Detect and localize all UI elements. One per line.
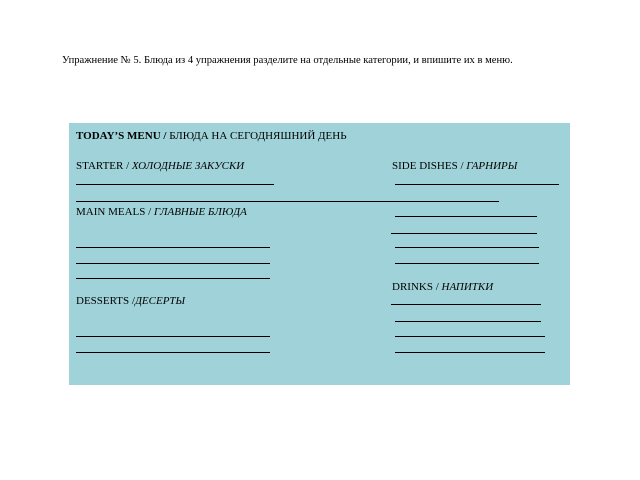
exercise-instruction: Упражнение № 5. Блюда из 4 упражнения разделите на отдельные категории, и впишите их в меню. bbox=[62, 55, 513, 66]
starter-blank-line[interactable] bbox=[76, 184, 274, 185]
side-dish-blank-line[interactable] bbox=[395, 247, 539, 248]
drink-blank-line[interactable] bbox=[395, 321, 541, 322]
menu-title-en: TODAY’S MENU / bbox=[76, 130, 170, 142]
menu-box bbox=[69, 123, 570, 385]
main-meal-blank-line[interactable] bbox=[76, 263, 270, 264]
side-dish-blank-line[interactable] bbox=[391, 233, 537, 234]
side-dishes-label-en: SIDE DISHES / bbox=[392, 160, 467, 172]
side-dish-blank-line[interactable] bbox=[395, 216, 537, 217]
menu-title-ru: БЛЮДА НА СЕГОДНЯШНИЙ ДЕНЬ bbox=[169, 130, 347, 142]
starter-long-blank-line[interactable] bbox=[76, 201, 499, 202]
main-meals-label-ru: ГЛАВНЫЕ БЛЮДА bbox=[153, 206, 247, 218]
main-meals-label-en: MAIN MEALS / bbox=[76, 206, 154, 218]
drink-blank-line[interactable] bbox=[391, 304, 541, 305]
side-dishes-label-ru: ГАРНИРЫ bbox=[466, 160, 518, 172]
drinks-label-en: DRINKS / bbox=[392, 281, 442, 293]
starter-label-ru: ХОЛОДНЫЕ ЗАКУСКИ bbox=[131, 160, 245, 172]
drink-blank-line[interactable] bbox=[395, 352, 545, 353]
main-meal-blank-line[interactable] bbox=[76, 278, 270, 279]
desserts-label-ru: ДЕСЕРТЫ bbox=[134, 295, 186, 307]
side-dish-blank-line[interactable] bbox=[395, 263, 539, 264]
desserts-label-en: DESSERTS / bbox=[76, 295, 135, 307]
main-meals-heading bbox=[76, 206, 247, 219]
side-dish-blank-line[interactable] bbox=[395, 184, 559, 185]
starter-heading bbox=[76, 160, 244, 173]
dessert-blank-line[interactable] bbox=[76, 336, 270, 337]
main-meal-blank-line[interactable] bbox=[76, 247, 270, 248]
desserts-heading bbox=[76, 295, 185, 308]
drink-blank-line[interactable] bbox=[395, 336, 545, 337]
drinks-heading bbox=[392, 281, 493, 294]
starter-label-en: STARTER / bbox=[76, 160, 132, 172]
drinks-label-ru: НАПИТКИ bbox=[441, 281, 494, 293]
side-dishes-heading bbox=[392, 160, 517, 173]
dessert-blank-line[interactable] bbox=[76, 352, 270, 353]
menu-title bbox=[76, 130, 347, 143]
